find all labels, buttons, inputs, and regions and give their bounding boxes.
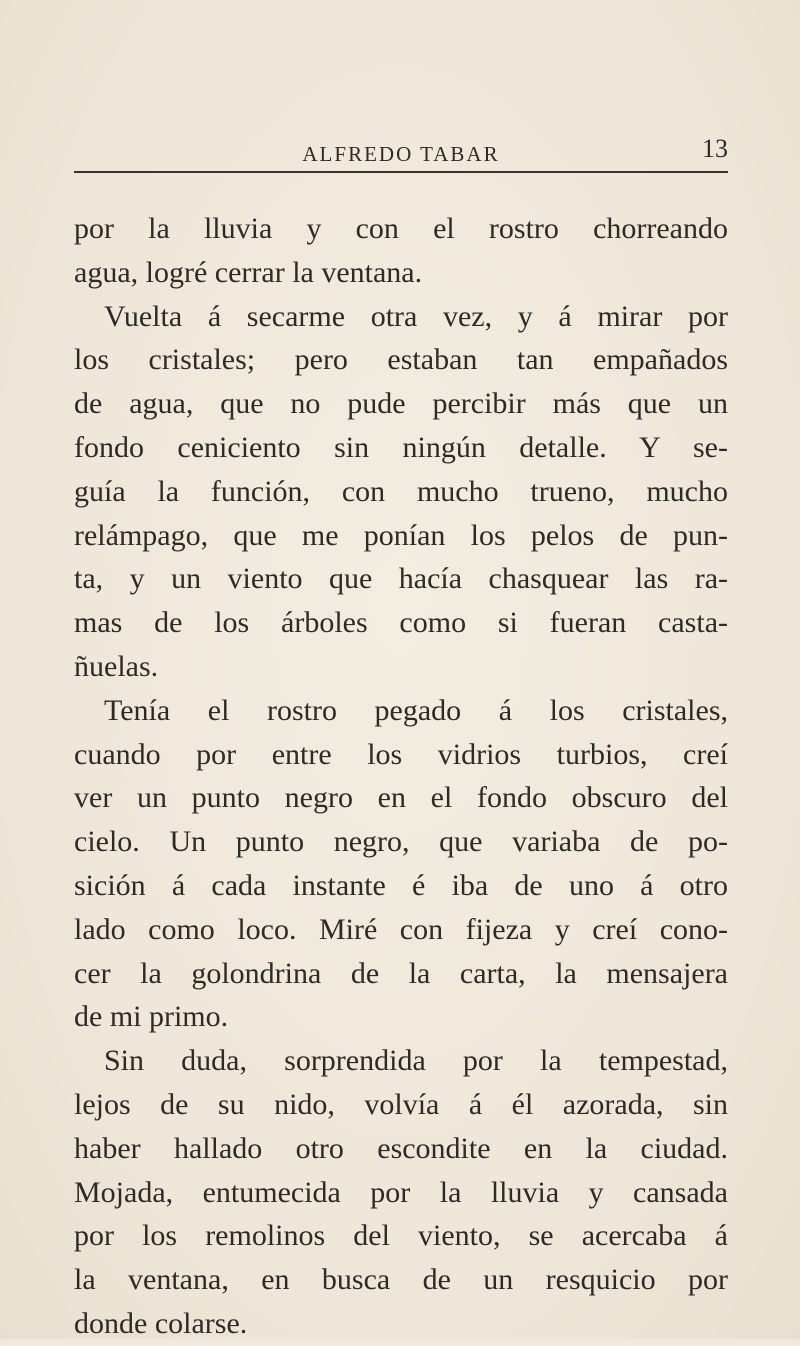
- page-header: [74, 134, 728, 174]
- text-line: ver un punto negro en el fondo obscuro del: [74, 781, 728, 815]
- header-rule: [74, 171, 728, 173]
- text-line: Sin duda, sorprendida por la tempestad,: [104, 1044, 728, 1078]
- text-line: Vuelta á secarme otra vez, y á mirar por: [104, 299, 728, 333]
- text-line: lado como loco. Miré con fijeza y creí cono-: [74, 912, 728, 946]
- text-line: guía la función, con mucho trueno, mucho: [74, 474, 728, 508]
- running-head: ALFREDO TABAR: [302, 142, 500, 166]
- text-line: Mojada, entumecida por la lluvia y cansada: [74, 1175, 728, 1209]
- text-line: relámpago, que me ponían los pelos de pun-: [74, 518, 728, 552]
- text-line: cer la golondrina de la carta, la mensajera: [74, 956, 728, 990]
- text-line: ta, y un viento que hacía chasquear las ra-: [74, 562, 728, 596]
- text-line: los cristales; pero estaban tan empañados: [74, 343, 728, 377]
- text-line: sición á cada instante é iba de uno á otro: [74, 868, 728, 902]
- text-line: de agua, que no pude percibir más que un: [74, 387, 728, 421]
- text-line: fondo ceniciento sin ningún detalle. Y se-: [74, 430, 728, 464]
- text-line: cuando por entre los vidrios turbios, creí: [74, 737, 728, 771]
- body-text: [74, 207, 728, 1346]
- text-line: donde colarse.: [74, 1306, 248, 1340]
- text-line: por la lluvia y con el rostro chorreando: [74, 212, 728, 245]
- text-line: la ventana, en busca de un resquicio por: [74, 1263, 728, 1297]
- text-line: Tenía el rostro pegado á los cristales,: [104, 693, 728, 727]
- page-number: 13: [702, 134, 728, 163]
- text-line: ñuelas.: [74, 649, 159, 683]
- text-line: lejos de su nido, volvía á él azorada, sin: [74, 1087, 728, 1121]
- text-line: de mi primo.: [74, 1000, 229, 1034]
- text-line: haber hallado otro escondite en la ciudad.: [74, 1131, 728, 1165]
- text-line: mas de los árboles como si fueran casta-: [74, 606, 728, 640]
- text-line: por los remolinos del viento, se acercaba á: [74, 1219, 728, 1253]
- text-line: agua, logré cerrar la ventana.: [74, 255, 423, 289]
- text-line: cielo. Un punto negro, que variaba de po-: [74, 825, 728, 859]
